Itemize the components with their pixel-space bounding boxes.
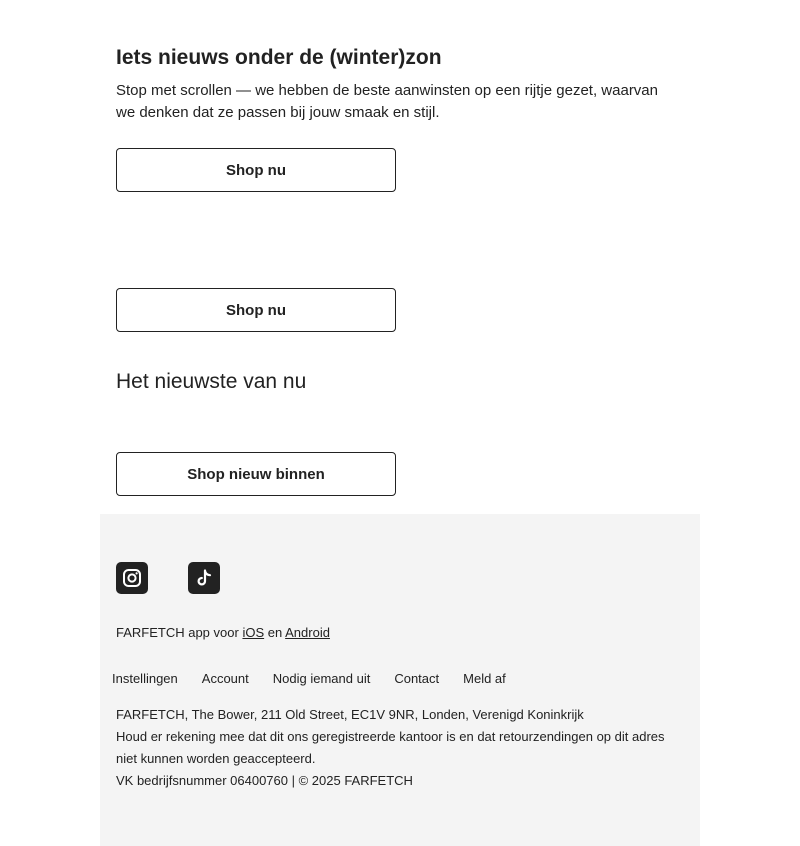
footer-link-unsubscribe[interactable]: Meld af bbox=[463, 671, 506, 686]
android-link[interactable]: Android bbox=[285, 625, 330, 640]
company-address: FARFETCH, The Bower, 211 Old Street, EC1V 9NR, Londen, Verenigd Koninkrijk bbox=[116, 707, 584, 722]
app-and-text: en bbox=[267, 625, 283, 640]
footer-link-invite[interactable]: Nodig iemand uit bbox=[272, 671, 371, 686]
promo-heading: Iets nieuws onder de (winter)zon bbox=[116, 46, 442, 69]
tiktok-icon[interactable] bbox=[188, 562, 220, 594]
shop-now-button-secondary[interactable]: Shop nu bbox=[116, 288, 396, 332]
footer-link-settings[interactable]: Instellingen bbox=[112, 671, 178, 686]
instagram-icon[interactable] bbox=[116, 562, 148, 594]
shop-now-button[interactable]: Shop nu bbox=[116, 148, 396, 192]
returns-note: Houd er rekening mee dat dit ons geregistreerde kantoor is en dat retourzendingen op dit adres niet kunnen worden geaccepteerd. bbox=[116, 729, 665, 766]
ios-link[interactable]: iOS bbox=[242, 625, 265, 640]
app-download-line bbox=[116, 624, 330, 642]
instagram-glyph bbox=[122, 568, 142, 588]
new-in-heading: Het nieuwste van nu bbox=[116, 370, 307, 393]
company-registration: VK bedrijfsnummer 06400760 | © 2025 FARFETCH bbox=[116, 773, 413, 788]
legal-info bbox=[116, 704, 686, 792]
footer bbox=[100, 514, 700, 846]
promo-intro-text: Stop met scrollen — we hebben de beste aanwinsten op een rijtje gezet, waarvan we denken dat ze passen bij jouw smaak en stijl. bbox=[116, 82, 658, 121]
footer-link-account[interactable]: Account bbox=[201, 671, 249, 686]
footer-nav bbox=[112, 670, 530, 688]
app-prefix-text: FARFETCH app voor bbox=[116, 625, 239, 640]
shop-new-in-button[interactable]: Shop nieuw binnen bbox=[116, 452, 396, 496]
tiktok-glyph bbox=[194, 568, 214, 588]
footer-link-contact[interactable]: Contact bbox=[394, 671, 440, 686]
